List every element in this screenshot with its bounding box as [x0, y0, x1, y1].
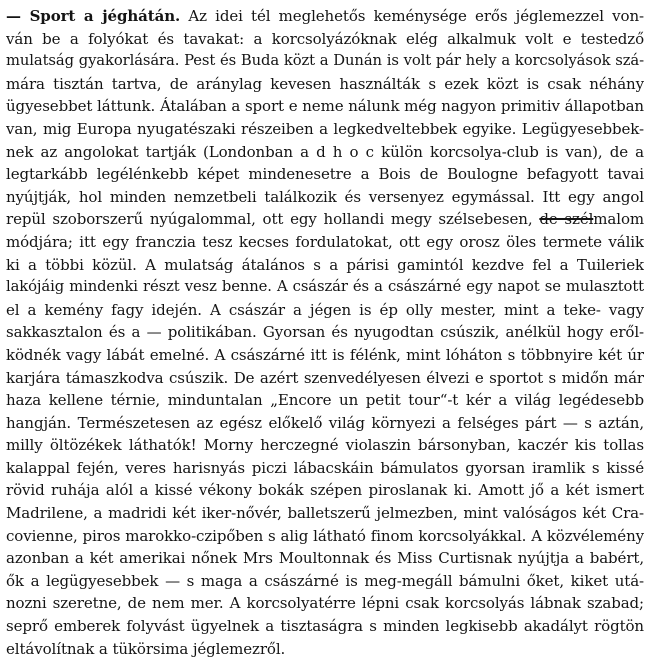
- article-line-6: van, mig Europa nyugatészaki részeiben a legkedveltebbek egyike. Legügyesebbek-: [6, 119, 644, 138]
- article-line-22: rövid ruhája alól a kissé vékony bokák szépen piroslanak ki. Amott jő a két ismert: [6, 481, 644, 500]
- article-line-29: eltávolítnak a tükörsima jéglemezről.: [6, 639, 286, 658]
- article-line-18: haza kellene térnie, minduntalan „Encore un petit tour“-t kér a világ legédesebb: [6, 391, 644, 410]
- article-line-28: seprő emberek folyvást ügyelnek a tisztaságra s minden legkisebb akadályt rögtön: [6, 617, 644, 636]
- article-line-11: módjára; itt egy franczia tesz kecses fordulatokat, ott egy orosz öles termete válik: [6, 232, 644, 251]
- article-line-21: kalappal fején, veres harisnyás piczi lábacskáin bámulatos gyorsan iramlik s kissé: [6, 458, 644, 477]
- article-line-4: mára tisztán tartva, de aránylag kevesen használták s ezek közt is csak néhány: [6, 74, 644, 93]
- article-line-3: mulatság gyakorlására. Pest és Buda közt a Dunán is volt pár hely a korcsolyások szá-: [6, 52, 644, 70]
- article-line-7: nek az angolokat tartják (Londonban a d h o c külön korcsolya-club is van), de a: [6, 142, 644, 161]
- article-line-5: ügyesebbet láttunk. Átalában a sport e neme nálunk még nagyon primitiv állapotban: [6, 97, 644, 116]
- article-line-25: azonban a két amerikai nőnek Mrs Moultonnak és Miss Curtisnak nyújtja a babért,: [6, 549, 644, 568]
- article-line-19: hangján. Természetesen az egész előkelő világ környezi a felséges párt — s aztán,: [6, 413, 644, 432]
- article-title: — Sport a jéghátán.: [6, 7, 181, 25]
- struck-through-text: de szél: [539, 210, 594, 229]
- article-line-13: lakójáig mindenki részt vesz benne. A császár és a császárné egy napot se mulasztott: [6, 278, 644, 296]
- article-line-12: ki a többi közül. A mulatság átalános s a párisi gamintól kezdve fel a Tuileriek: [6, 255, 644, 274]
- article-text-block: [6, 5, 644, 660]
- article-line-24: covienne, piros marokko-czipőben s alig látható finom korcsolyákkal. A közvélemény: [6, 526, 644, 545]
- article-line-9: nyújtják, hol minden nemzetbeli találkozik és versenyez egymással. Itt egy angol: [6, 187, 644, 206]
- article-line-2: ván be a folyókat és tavakat: a korcsolyázóknak elég alkalmuk volt e testedző: [6, 29, 644, 48]
- article-line-20: milly öltözékek láthatók! Morny herczegné violaszin bársonyban, kaczér kis tollas: [6, 436, 644, 455]
- article-line-27: nozni szeretne, de nem mer. A korcsolyatérre lépni csak korcsolyás lábnak szabad;: [6, 594, 644, 613]
- article-line-23: Madrilene, a madridi két iker-nővér, balletszerű jelmezben, mint valóságos két Cra-: [6, 504, 644, 523]
- article-line-17: karjára támaszkodva csúszik. De azért szenvedélyesen élvezi e sportot s midőn már: [6, 368, 644, 387]
- article-line-10: repül szoborszerű nyúgalommal, ott egy hollandi megy szélsebesen, de szélmalom: [6, 210, 644, 229]
- article-line-8: legtarkább legélénkebb képet mindenesetre a Bois de Boulogne befagyott tavai: [6, 165, 644, 184]
- article-line-26: ők a legügyesebbek — s maga a császárné is meg-megáll bámulni őket, kiket utá-: [6, 571, 644, 590]
- article-line-16: ködnék vagy lábát emelné. A császárné itt is félénk, mint lóháton s többnyire két úr: [6, 345, 644, 364]
- article-line-15: sakkasztalon és a — politikában. Gyorsan és nyugodtan csúszik, anélkül hogy eről-: [6, 323, 644, 342]
- article-line-14: el a kemény fagy idején. A császár a jégen is ép olly mester, mint a teke- vagy: [6, 300, 644, 319]
- article-line-1: — Sport a jéghátán. Az idei tél meglehetős keménysége erős jéglemezzel von-: [6, 7, 644, 25]
